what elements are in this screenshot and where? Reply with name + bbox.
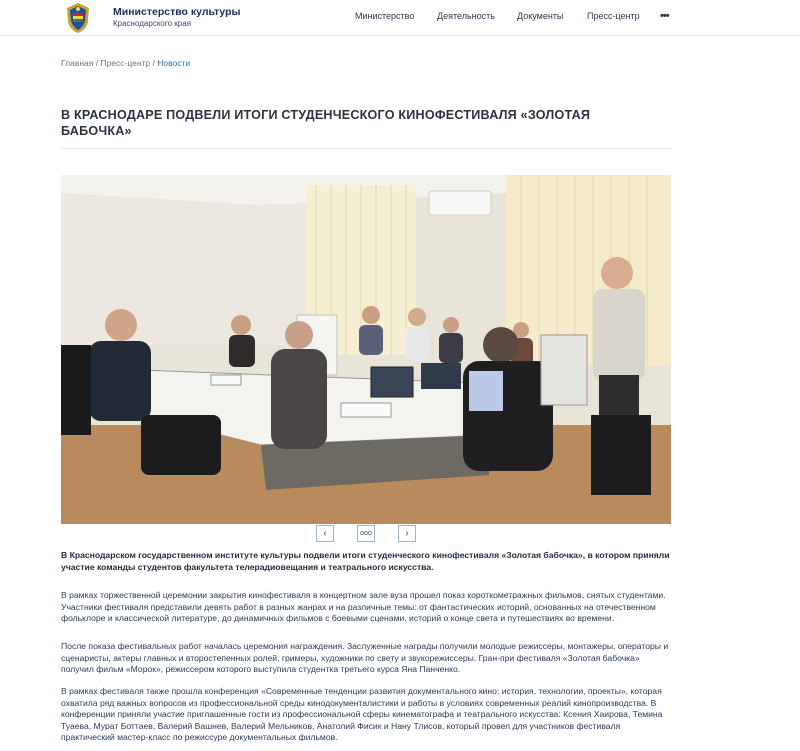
article-paragraph: После показа фестивальных работ началась церемония награждения. Заслуженные награды получили молодые режиссеры, монтажеры, операторы и сценаристы, актеры главных и второстепенных ролей, гримеры, художники по свету и звукорежиссеры. Гран-при фестиваля «Золотая бабочка» получил фильм «Морок», режиссером которого выступила студентка третьего курса Яна Панченко.: [61, 641, 669, 674]
nav-item-activity[interactable]: Деятельность: [437, 11, 495, 21]
article-paragraph: В рамках торжественной церемонии закрытия кинофестиваля в концертном зале вуза прошел показ короткометражных фильмов, снятых студентами. Участники фестиваля представили девять работ в разных жанрах и на различные темы: от фантастических историй, основанных на отечественном фольклоре и классической литературе, до динамичных фильмов с боевыми сценами, историй о конце света и путешествиях во времени.: [61, 590, 666, 623]
title-divider: [61, 148, 671, 149]
page-title: В КРАСНОДАРЕ ПОДВЕЛИ ИТОГИ СТУДЕНЧЕСКОГО КИНОФЕСТИВАЛЯ «ЗОЛОТАЯ БАБОЧКА»: [61, 108, 591, 138]
brand-title: Министерство культуры: [113, 6, 241, 18]
article-paragraph: В рамках фестиваля также прошла конференция «Современные тенденции развития документального кино: история, технологии, проекты», которая охватила ряд важных вопросов из профессиональной среды кинодокументалистики и работы в условиях современных реалий кинопроизводства. В конференции приняли участие приглашенные гости из профессиональной сферы кинематографа и театрального искусства: Ксения Хаирова, Темина Туаева, Мурат Боттаев, Валерий Вашнев, Валерий Мельников, Анатолий Фисик и Нану Тлисов, который провел для участников фестиваля практический мастер-класс по режиссуре документальных фильмов.: [61, 686, 663, 742]
article-lead: В Краснодарском государственном институте культуры подвели итоги студенческого кинофестиваля «Золотая бабочка», в котором приняли участие команды студентов факультета телерадиовещания и театрального искусства.: [61, 550, 670, 572]
breadcrumb-current: Новости: [157, 58, 191, 68]
breadcrumb-home[interactable]: Главная: [61, 58, 94, 68]
slider-dots-icon[interactable]: ooo: [357, 525, 375, 542]
coat-of-arms-icon[interactable]: [64, 2, 92, 34]
nav-item-press-center[interactable]: Пресс-центр: [587, 11, 640, 21]
nav-item-documents[interactable]: Документы: [517, 11, 564, 21]
chevron-right-icon[interactable]: ›: [398, 525, 416, 542]
more-dots-icon[interactable]: •••: [660, 10, 669, 22]
nav-item-ministry[interactable]: Министерство: [355, 11, 415, 21]
breadcrumb: [61, 58, 190, 68]
site-header: [0, 0, 800, 36]
breadcrumb-press-center[interactable]: Пресс-центр: [100, 58, 151, 68]
article-photo: [61, 175, 671, 524]
breadcrumb-separator: /: [150, 58, 158, 68]
chevron-left-icon[interactable]: ‹: [316, 525, 334, 542]
breadcrumb-separator: /: [93, 58, 101, 68]
brand[interactable]: [113, 6, 241, 29]
conference-photo-illustration: [61, 175, 671, 524]
brand-subtitle: Краснодарского края: [113, 19, 191, 28]
